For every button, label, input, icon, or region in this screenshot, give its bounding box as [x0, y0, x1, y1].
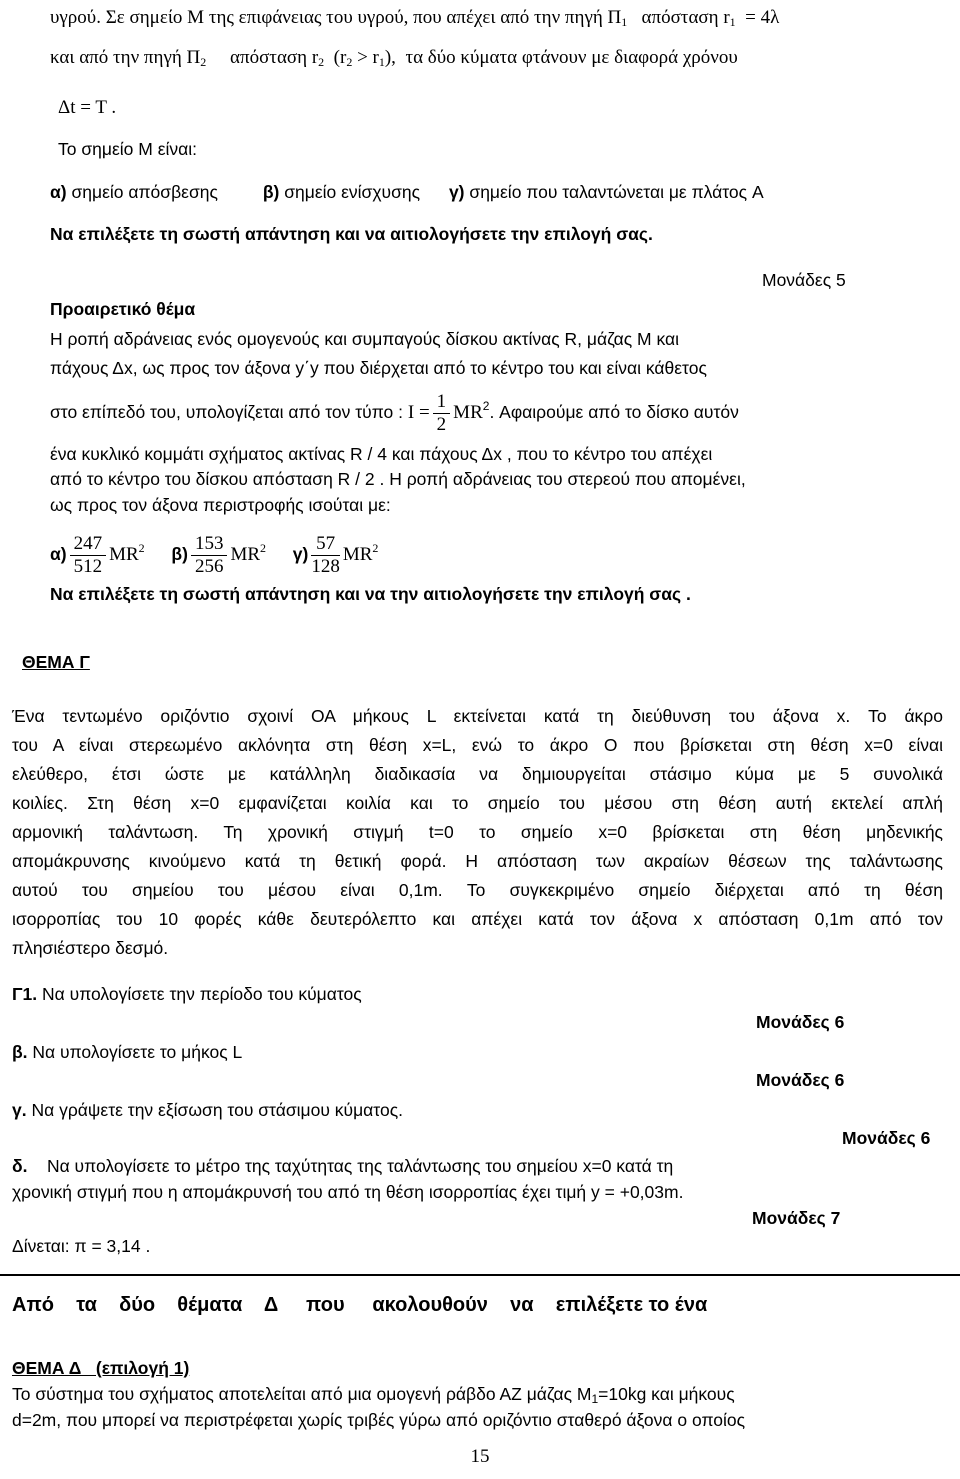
choice-c-fraction: $\frac{57}{128}$ [311, 533, 340, 578]
theme-c-b-marks: Μονάδες 6 [756, 1070, 845, 1090]
theme-c-g1: Γ1. Να υπολογίσετε την περίοδο του κύματος [12, 984, 362, 1004]
choose-note: Από τα δύο θέματα Δ που ακολουθούν να επιλέξετε το ένα [12, 1294, 708, 1316]
optional-line6: ως προς τον άξονα περιστροφής ισούται με: [50, 495, 391, 515]
optional-line4: ένα κυκλικό κομμάτι σχήματος ακτίνας R / 4 και πάχους Δx , που το κέντρο του απέχει [50, 444, 713, 464]
theme-c-para-7: ισορροπίας του 10 φορές κάθε δευτερόλεπτο και απέχει κατά τον άξονα x απόσταση 0,1m από τον [12, 909, 943, 929]
qb-line3: Δt = T . [58, 97, 117, 118]
choice-b-fraction: $\frac{153}{256}$ [191, 533, 228, 578]
qb-marks: Μονάδες 5 [762, 270, 846, 290]
choice-a-fraction: $\frac{247}{512}$ [70, 533, 107, 578]
theme-c-para-6: αυτού του σημείου του μέσου είναι 0,1m. Το συγκεκριμένο σημείο διέρχεται από τη θέση [12, 880, 943, 900]
theme-c-para-0: Ένα τεντωμένο οριζόντιο σχοινί ΟΑ μήκους L εκτείνεται κατά τη διεύθυνση του άξονα x. Το άκρο [12, 706, 943, 726]
separator-line [0, 1274, 960, 1276]
optional-choices: α) $\frac{247}{512}$ $MR^2$ β) $\frac{153}{256}$ $MR^2$ γ) $\frac{57}{128}$ $MR^2$ [50, 533, 379, 578]
theme-c-c-marks: Μονάδες 6 [842, 1128, 931, 1148]
qb-line1: υγρού. Σε σημείο Μ της επιφάνειας του υγρού, που απέχει από την πηγή $\Pi_1$ απόσταση $r_1 = 4\lambda$ [50, 7, 780, 29]
theme-c-para-last: πλησιέστερο δεσμό. [12, 938, 169, 958]
qb-line2: και από την πηγή $\Pi_2$ απόσταση $r_2$ $(r_2 > r_1)$, τα δύο κύματα φτάνουν με διαφορά χρόνου [50, 47, 738, 69]
theme-c-para-3: κοιλίες. Στη θέση x=0 εμφανίζεται κοιλία και το σημείο του μέσου στη θέση αυτή εκτελεί απλή [12, 793, 943, 813]
theme-c-para-2: ελεύθερο, έτσι ώστε με κατάλληλη διαδικασία να δημιουργείται στάσιμο κύμα με 5 συνολικά [12, 764, 943, 784]
theme-c-para-5: απομάκρυνσης κινούμενο κατά τη θετική φορά. Η απόσταση των ακραίων θέσεων της ταλάντωσης [12, 851, 943, 871]
theme-d-line1: Το σύστημα του σχήματος αποτελείται από μια ομογενή ράβδο ΑΖ μάζας $M_1=10kg$ και μήκους [12, 1384, 735, 1406]
theme-c-given: Δίνεται: π = 3,14 . [12, 1236, 151, 1256]
theme-c-d-marks: Μονάδες 7 [752, 1208, 841, 1228]
theme-c-para-4: αρμονική ταλάντωση. Τη χρονική στιγμή t=0 το σημείο x=0 βρίσκεται στη θέση μηδενικής [12, 822, 943, 842]
optional-instruction: Να επιλέξετε τη σωστή απάντηση και να την αιτιολογήσετε την επιλογή σας . [50, 584, 691, 604]
qb-options: α) σημείο απόσβεσης β) σημείο ενίσχυσης γ) σημείο που ταλαντώνεται με πλάτος A [50, 182, 764, 202]
theme-d-title: ΘΕΜΑ Δ (επιλογή 1) [12, 1358, 190, 1378]
theme-c-b: β. Να υπολογίσετε το μήκος L [12, 1042, 243, 1062]
theme-c-d-line2: χρονική στιγμή που η απομάκρυνσή του από τη θέση ισορροπίας έχει τιμή y = +0,03m. [12, 1182, 684, 1202]
theme-c-title: ΘΕΜΑ Γ [22, 652, 90, 672]
optional-line1: Η ροπή αδράνειας ενός ομογενούς και συμπαγούς δίσκου ακτίνας R, μάζας M και [50, 329, 680, 349]
theme-c-para-1: του Α είναι στερεωμένο ακλόνητα στη θέση x=L, ενώ το άκρο Ο που βρίσκεται στη θέση x=0 είναι [12, 735, 943, 755]
optional-title: Προαιρετικό θέμα [50, 299, 196, 319]
optional-formula-line: στο επίπεδό του, υπολογίζεται από τον τύπο : I = $\frac{1}{2}$ $MR^2$. Αφαιρούμε από το δίσκο αυτόν [50, 390, 739, 435]
theme-c-g1-marks: Μονάδες 6 [756, 1012, 845, 1032]
qb-point-intro: Το σημείο Μ είναι: [58, 139, 198, 159]
theme-c-d-line1: δ. Να υπολογίσετε το μέτρο της ταχύτητας της ταλάντωσης του σημείου x=0 κατά τη [12, 1156, 674, 1176]
optional-line5: από το κέντρο του δίσκου απόσταση R / 2 . Η ροπή αδράνειας του στερεού που απομένει, [50, 469, 746, 489]
qb-instruction: Να επιλέξετε τη σωστή απάντηση και να αιτιολογήσετε την επιλογή σας. [50, 224, 653, 244]
formula-fraction: $\frac{1}{2}$ [433, 391, 451, 436]
theme-c-c: γ. Να γράψετε την εξίσωση του στάσιμου κύματος. [12, 1100, 403, 1120]
theme-d-line2: d=2m, που μπορεί να περιστρέφεται χωρίς τριβές γύρω από οριζόντιο σταθερό άξονα ο οποίος [12, 1410, 746, 1430]
optional-line2: πάχους Δx, ως προς τον άξονα y΄y που διέρχεται από το κέντρο του και είναι κάθετος [50, 358, 707, 378]
page-number: 15 [470, 1446, 490, 1467]
